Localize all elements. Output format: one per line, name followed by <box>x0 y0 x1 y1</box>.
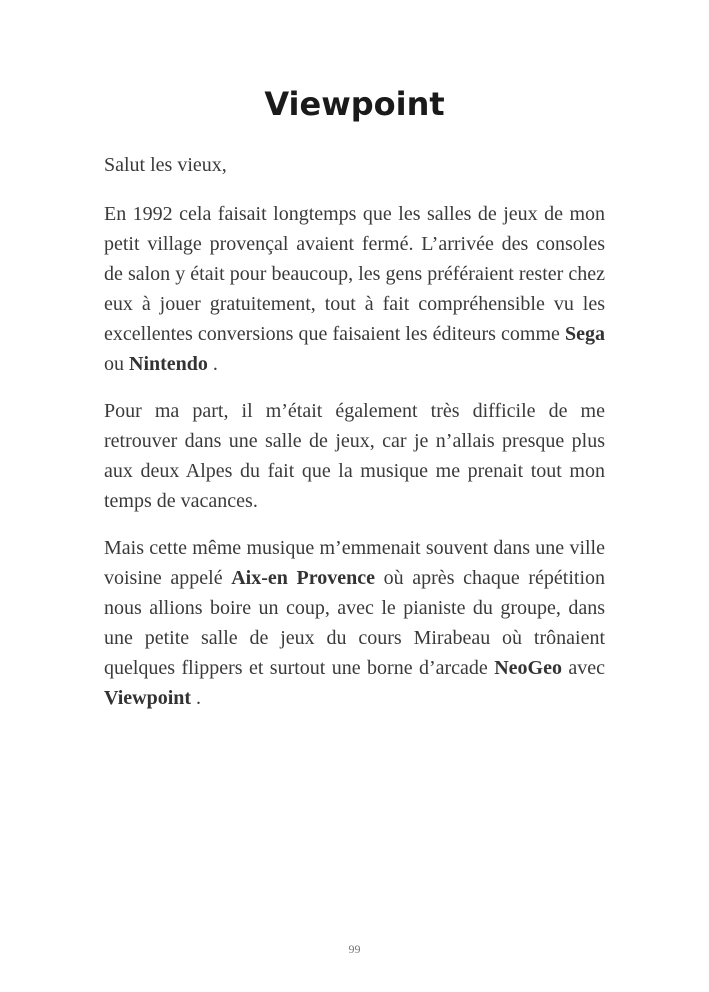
paragraph-3-text-c: avec <box>561 657 605 679</box>
paragraph-1-text-c: . <box>207 353 218 375</box>
bold-nintendo: Nintendo <box>129 353 208 375</box>
paragraph-1-text-a: En 1992 cela faisait longtemps que les salles de jeux de mon petit village provençal avaient fermé. L’arrivée des consoles de salon y était pour beaucoup, les gens préféraient rester chez eux à jouer gratuitement, tout à fait compréhensible vu les excellentes conversions que faisaient les éditeurs comme <box>104 203 605 345</box>
bold-aix-en-provence: Aix-en Provence <box>231 567 376 589</box>
greeting-paragraph <box>104 150 605 180</box>
paragraph-1-text-b: ou <box>104 353 129 375</box>
article-body <box>104 150 605 730</box>
paragraph-3-text-d: . <box>191 687 202 709</box>
paragraph-3-text-a: Mais cette même musique m’emmenait souvent dans une ville voisine appelé <box>104 537 605 589</box>
paragraph-1 <box>104 199 605 379</box>
bold-neogeo: NeoGeo <box>494 657 562 679</box>
page-number: 99 <box>348 942 361 956</box>
greeting-text: Salut les vieux, <box>104 154 227 176</box>
paragraph-2-text: Pour ma part, il m’était également très difficile de me retrouver dans une salle de jeux, car je n’allais presque plus aux deux Alpes du fait que la musique me prenait tout mon temps de vacances. <box>104 400 605 512</box>
bold-viewpoint: Viewpoint <box>104 687 192 709</box>
paragraph-3 <box>104 533 605 713</box>
bold-sega: Sega <box>565 323 605 345</box>
paragraph-3-text-b: où après chaque répétition nous allions boire un coup, avec le pianiste du groupe, dans une petite salle de jeux du cours Mirabeau où trônaient quelques flippers et surtout une borne d’arcade <box>104 567 606 679</box>
page-title: Viewpoint <box>264 85 445 123</box>
paragraph-2 <box>104 396 605 516</box>
